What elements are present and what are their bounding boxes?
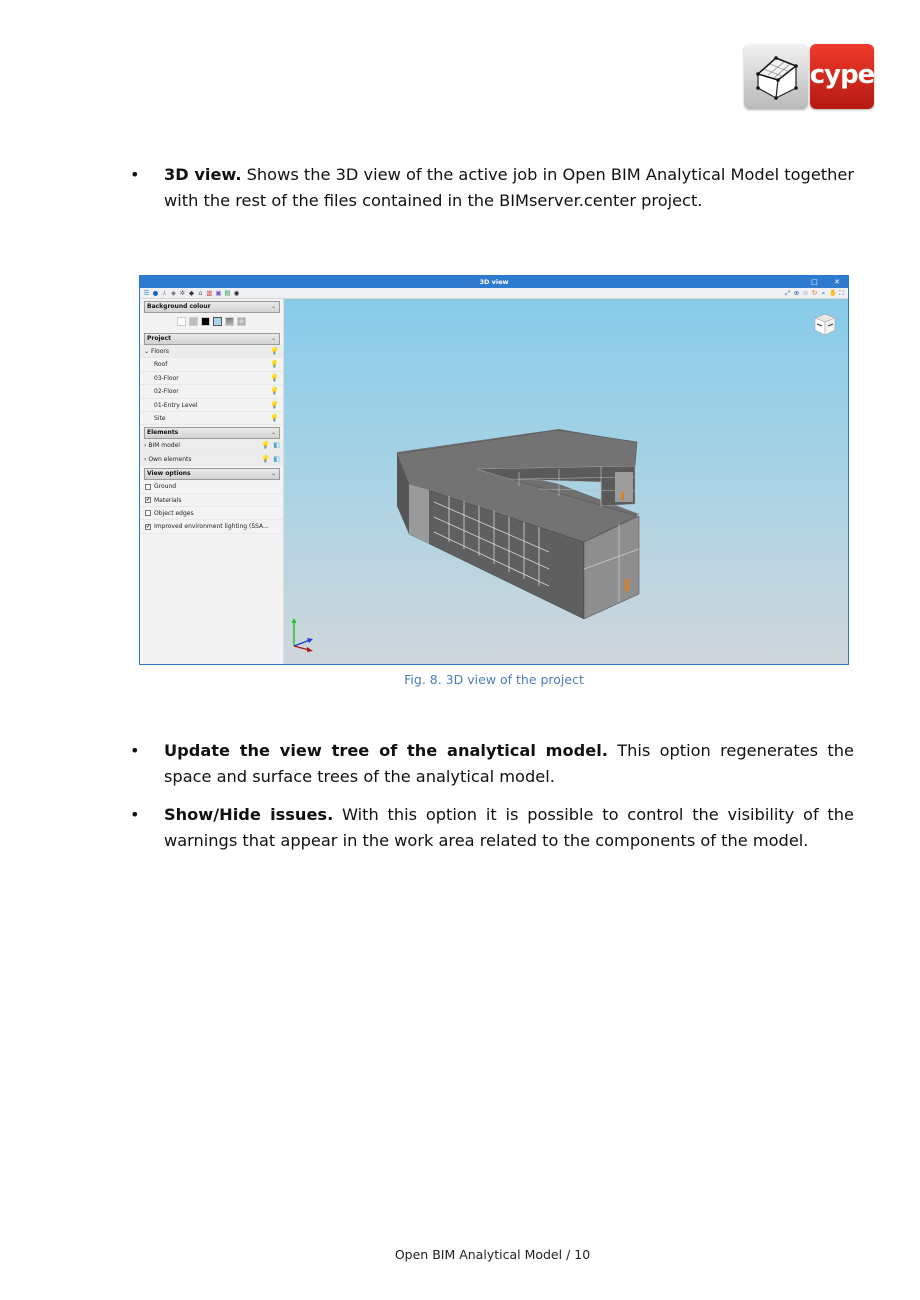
fullscreen-icon[interactable]: ⛶ [839,289,844,297]
option-label: Ground [154,483,177,491]
tree-item-02-floor[interactable] [140,385,283,398]
option-object-edges[interactable] [140,507,283,520]
tree-label: 01-Entry Level [154,401,198,409]
zoom-fit-icon[interactable]: ⤢ [784,289,791,297]
swatch-black[interactable] [201,317,210,326]
option-ground[interactable] [140,480,283,493]
zoom-out-icon[interactable]: ⊖ [802,289,809,297]
checkbox-checked[interactable]: ✔ [146,497,151,504]
section-title: Project [147,335,172,342]
cype-logo [744,44,876,109]
checkbox-unchecked[interactable] [145,484,151,490]
bullet-point: • [130,805,140,824]
tree-item-01-entry-level[interactable] [140,399,283,412]
chevron-right-icon[interactable]: › [144,442,149,450]
tree-icon[interactable]: ☰ [143,289,150,297]
tree-item-03-floor[interactable] [140,372,283,385]
tree-label: Roof [154,361,168,369]
bullet-description: This option regenerates the space and surface trees of the analytical model. [164,741,854,786]
view-options-section[interactable] [144,468,280,480]
tree-label: Own elements [148,455,192,463]
brand-text: cype [809,59,875,90]
tree-item-site[interactable] [140,412,283,425]
chevron-down-icon: ⌄ [270,470,276,478]
tree-item-roof[interactable] [140,358,283,371]
swatch-gradient-radial[interactable] [237,317,246,326]
building-wireframe-icon [744,44,808,109]
chevron-right-icon[interactable]: › [144,455,149,463]
swatch-white[interactable] [177,317,186,326]
navigation-cube-icon[interactable] [814,312,836,336]
page-footer: Open BIM Analytical Model / 10 [394,1247,591,1262]
bullet-description: With this option it is possible to control the visibility of the warnings that appear in the work area related to the components of the model. [164,805,854,850]
option-improved-lighting[interactable] [140,520,283,533]
section-title: View options [147,470,191,478]
floor-icon[interactable]: ▤ [224,289,231,297]
bullet-term: 3D view. [164,165,242,184]
cube-icon[interactable]: ◧ [273,454,280,463]
brand-logo [810,44,874,109]
chevron-down-icon: ⌄ [270,303,276,310]
swatch-sky-selected[interactable] [213,317,222,326]
option-label: Materials [154,496,182,504]
lightbulb-icon[interactable]: 💡 [270,400,279,409]
lightbulb-icon[interactable]: 💡 [270,387,279,396]
zoom-window-icon[interactable]: ⊕ [793,289,800,297]
swatch-grey[interactable] [189,317,198,326]
tree-item-own-elements[interactable] [140,453,283,466]
rotate-icon[interactable]: ↻ [811,289,818,297]
lightbulb-icon[interactable]: 💡 [261,454,270,463]
eye-cloud-icon[interactable]: ◆ [189,289,194,297]
tree-label: Site [154,414,166,422]
project-section[interactable] [144,333,280,345]
tree-label: 03-Floor [154,374,179,382]
bullet-3d-view [130,162,854,213]
tree-label: Floors [150,348,169,355]
lightbulb-icon[interactable]: 💡 [270,413,279,422]
3d-viewport[interactable] [284,299,848,664]
side-panel [140,299,284,664]
tree-item-bim-model[interactable] [140,439,283,452]
building-3d-model[interactable] [389,424,649,624]
bullet-update-view-tree [130,738,854,789]
close-button[interactable]: ✕ [834,278,840,286]
bullet-term: Update the view tree of the analytical model. [164,741,608,760]
checkbox-unchecked[interactable] [145,510,151,516]
lightbulb-icon[interactable]: 💡 [261,441,270,450]
window-toolbar [140,288,848,299]
bullet-show-hide-issues [130,802,854,853]
section-title: Background colour [147,303,211,310]
elements-section[interactable] [144,427,280,439]
info-icon[interactable]: ● [152,289,159,297]
lightbulb-icon[interactable]: 💡 [270,347,279,355]
tree-label: BIM model [148,442,180,450]
option-materials[interactable] [140,494,283,507]
figure-caption: Fig. 8. 3D view of the project [404,672,584,687]
maximize-button[interactable]: □ [811,278,818,286]
cube-icon[interactable]: ◧ [273,441,280,450]
option-label: Object edges [154,509,194,517]
bullet-term: Show/Hide issues. [164,805,334,824]
axes-gizmo-icon [290,616,316,652]
chevron-down-icon[interactable]: ⌄ [144,348,151,355]
window-title: 3D view [479,278,509,286]
swatch-gradient-dark[interactable] [225,317,234,326]
bullet-point: • [130,741,140,760]
tree-label: 02-Floor [154,388,179,396]
lightbulb-icon[interactable]: 💡 [270,360,279,369]
bullet-point: • [130,165,140,184]
3d-view-window [139,275,849,665]
gears-icon[interactable]: ✲ [179,289,186,297]
axes-icon[interactable]: ⅄ [162,289,167,297]
option-label: Improved environment lighting (SSA... [154,523,269,531]
checkbox-checked[interactable]: ✔ [146,523,151,530]
colour-swatches [140,313,283,331]
chevron-down-icon: ⌄ [270,429,276,437]
shield-icon[interactable]: ◈ [171,289,176,297]
building-icon[interactable]: ⌂ [198,289,203,297]
layers-icon[interactable]: ▥ [206,289,213,297]
grid-icon[interactable]: ▣ [215,289,222,297]
section-title: Elements [147,429,179,437]
background-colour-section[interactable] [144,301,280,313]
lightbulb-icon[interactable]: 💡 [270,373,279,382]
zoom-icon[interactable]: ⌕ [821,289,826,297]
eye-icon[interactable]: ◉ [233,289,240,297]
bullet-description: Shows the 3D view of the active job in Open BIM Analytical Model together with the rest of the files contained in the BIMserver.center project. [164,165,854,210]
tree-item-floors[interactable] [140,345,283,358]
window-titlebar [140,276,848,288]
pan-icon[interactable]: ✋ [829,289,838,297]
chevron-down-icon: ⌄ [270,335,276,342]
